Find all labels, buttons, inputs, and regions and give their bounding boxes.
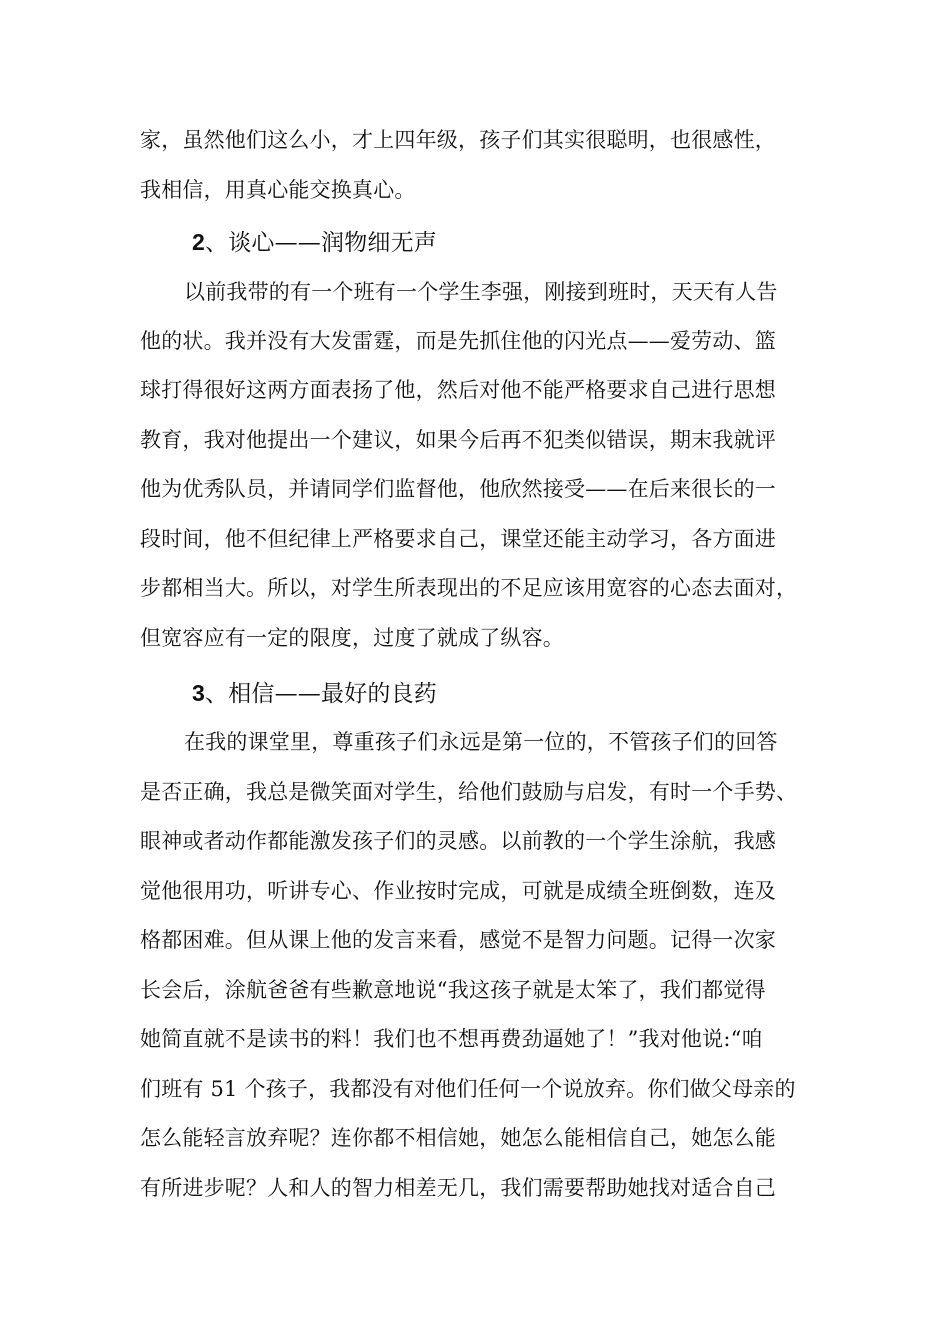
section-2-line-2: 他的状。我并没有大发雷霆，而是先抓住他的闪光点——爱劳动、篮: [140, 329, 776, 353]
section-3-heading: [192, 673, 437, 713]
section-3-line-2: 是否正确，我总是微笑面对学生，给他们鼓励与启发，有时一个手势、: [140, 780, 798, 804]
section-2-title: 、谈心——润物细无声: [205, 230, 437, 256]
section-2-heading: [192, 222, 437, 262]
intro-line-2: 我相信，用真心能交换真心。: [140, 178, 416, 202]
section-3-line-8: 们班有 51 个孩子，我都没有对他们任何一个说放弃。你们做父母亲的: [140, 1077, 796, 1101]
section-3-line-9: 怎么能轻言放弃呢？连你都不相信她，她怎么能相信自己，她怎么能: [140, 1126, 776, 1150]
section-3-line-10: 有所进步呢？人和人的智力相差无几，我们需要帮助她找对适合自己: [140, 1176, 776, 1200]
section-3-number: 3: [192, 680, 205, 706]
section-2-line-3: 球打得很好这两方面表扬了他，然后对他不能严格要求自己进行思想: [140, 378, 776, 402]
section-3-line-6: 长会后，涂航爸爸有些歉意地说“我这孩子就是太笨了，我们都觉得: [140, 978, 766, 1002]
section-2-line-7: 步都相当大。所以，对学生所表现出的不足应该用宽容的心态去面对，: [140, 576, 798, 600]
intro-line-1: 家，虽然他们这么小，才上四年级，孩子们其实很聪明，也很感性，: [140, 128, 776, 152]
section-2-number: 2: [192, 229, 205, 255]
section-3-title: 、相信——最好的良药: [205, 681, 437, 707]
section-3-line-7: 她简直就不是读书的料！我们也不想再费劲逼她了！”我对他说:“咱: [140, 1027, 763, 1051]
section-3-line-3: 眼神或者动作都能激发孩子们的灵感。以前教的一个学生涂航，我感: [140, 829, 776, 853]
section-2-line-4: 教育，我对他提出一个建议，如果今后再不犯类似错误，期末我就评: [140, 428, 776, 452]
section-3-line-4: 觉他很用功，听讲专心、作业按时完成，可就是成绩全班倒数，连及: [140, 879, 776, 903]
section-3-line-1: 在我的课堂里，尊重孩子们永远是第一位的，不管孩子们的回答: [184, 730, 778, 754]
section-2-line-1: 以前我带的有一个班有一个学生李强，刚接到班时，天天有人告: [184, 280, 778, 304]
section-3-line-5: 格都困难。但从课上他的发言来看，感觉不是智力问题。记得一次家: [140, 928, 776, 952]
section-2-line-8: 但宽容应有一定的限度，过度了就成了纵容。: [140, 626, 564, 650]
section-2-line-6: 段时间，他不但纪律上严格要求自己，课堂还能主动学习，各方面进: [140, 527, 776, 551]
section-2-line-5: 他为优秀队员，并请同学们监督他，他欣然接受——在后来很长的一: [140, 477, 776, 501]
